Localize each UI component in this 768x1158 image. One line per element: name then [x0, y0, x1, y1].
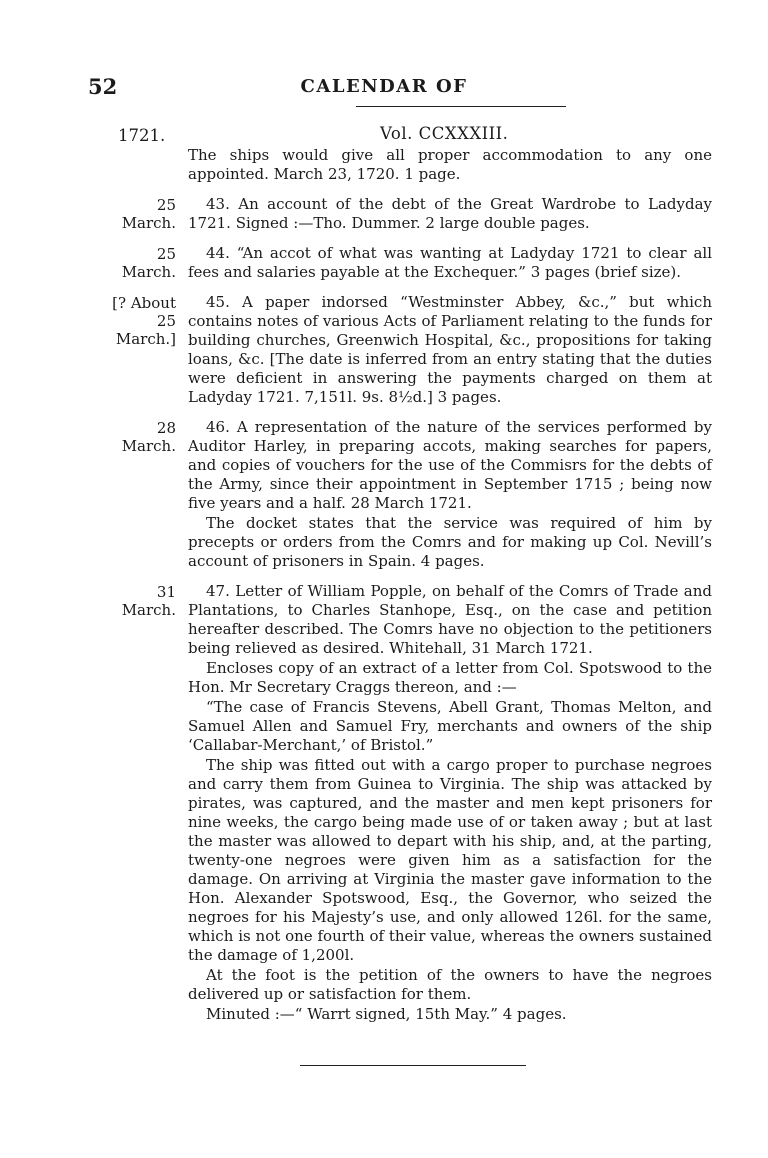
entry-paragraph: “The case of Francis Stevens, Abell Grant, Thomas Melton, and Samuel Allen and Samuel Fry, merchants and owners of the ship ‘Callabar-Merchant,’ of Bristol.”: [188, 698, 712, 754]
entry-46: [100, 418, 712, 571]
entry-body: [188, 293, 712, 407]
entry-body: [188, 146, 712, 184]
page-number: 52: [88, 74, 118, 99]
entry-paragraph: Minuted :—“ Warrt signed, 15th May.” 4 pages.: [206, 1005, 567, 1023]
entry-body: [188, 195, 712, 233]
entries-list: [100, 146, 712, 1035]
entry-paragraph: Encloses copy of an extract of a letter from Col. Spotswood to the Hon. Mr Secretary Craggs thereon, and :—: [188, 659, 712, 696]
entry-date: 25 March.: [121, 196, 176, 232]
entry-43: [100, 195, 712, 233]
year-label: 1721.: [118, 126, 166, 145]
running-title: CALENDAR OF: [300, 76, 468, 97]
entry-date: [100, 146, 188, 184]
entry-paragraph: 47. Letter of William Popple, on behalf of the Comrs of Trade and Plantations, to Charles Stanhope, Esq., on the case and petition hereafter described. The Comrs have no objection to the petitioners being relieved as desired. Whitehall, 31 March 1721.: [188, 582, 712, 657]
entry-date: 28 March.: [121, 419, 176, 455]
entry-paragraph: 43. An account of the debt of the Great Wardrobe to Ladyday 1721. Signed :—Tho. Dummer. 2 large double pages.: [188, 195, 712, 232]
entry-paragraph: The ships would give all proper accommodation to any one appointed. March 23, 1720. 1 page.: [188, 146, 712, 183]
entry-44: [100, 244, 712, 282]
volume-label: Vol. CCXXXIII.: [380, 124, 509, 143]
entry-paragraph: 44. “An accot of what was wanting at Ladyday 1721 to clear all fees and salaries payable at the Exchequer.” 3 pages (brief size).: [188, 244, 712, 281]
entry-continuation: [100, 146, 712, 184]
entry-paragraph: At the foot is the petition of the owners to have the negroes delivered up or satisfaction for them.: [188, 966, 712, 1003]
entry-paragraph: The ship was fitted out with a cargo proper to purchase negroes and carry them from Guinea to Virginia. The ship was attacked by pirates, was captured, and the master and men kept prisoners for nine weeks, the cargo being made use of or taken away ; but at last the master was allowed to depart with his ship, and, at the parting, twenty-one negroes were given him as a satisfaction for the damage. On arriving at Virginia the master gave information to the Hon. Alexander Spotswood, Esq., the Governor, who seized the negroes for his Majesty’s use, and only allowed 126l. for the same, which is not one fourth of their value, whereas the owners sustained the damage of 1,200l.: [188, 756, 712, 964]
entry-body: [188, 244, 712, 282]
entry-date: [? About 25 March.]: [112, 294, 176, 348]
header-rule: [356, 106, 566, 107]
entry-body: [188, 418, 712, 571]
entry-body: [188, 582, 712, 1024]
footer-rule: [300, 1065, 526, 1066]
entry-paragraph: 46. A representation of the nature of the services performed by Auditor Harley, in preparing accots, making searches for papers, and copies of vouchers for the use of the Commisrs for the debts of the Army, since their appointment in September 1715 ; being now five years and a half. 28 March 1721.: [188, 418, 712, 512]
entry-date: 31 March.: [121, 583, 176, 619]
entry-date: 25 March.: [121, 245, 176, 281]
entry-paragraph: 45. A paper indorsed “Westminster Abbey, &c.,” but which contains notes of various Acts of Parliament relating to the funds for building churches, Greenwich Hospital, &c., propositions for taking loans, &c. [The date is inferred from an entry stating that the duties were deficient in answering the payments charged on them at Ladyday 1721. 7,151l. 9s. 8½d.] 3 pages.: [188, 293, 712, 406]
entry-paragraph: The docket states that the service was required of him by precepts or orders from the Comrs and for making up Col. Nevill’s account of prisoners in Spain. 4 pages.: [188, 514, 712, 570]
entry-47: [100, 582, 712, 1024]
entry-45: [100, 293, 712, 407]
